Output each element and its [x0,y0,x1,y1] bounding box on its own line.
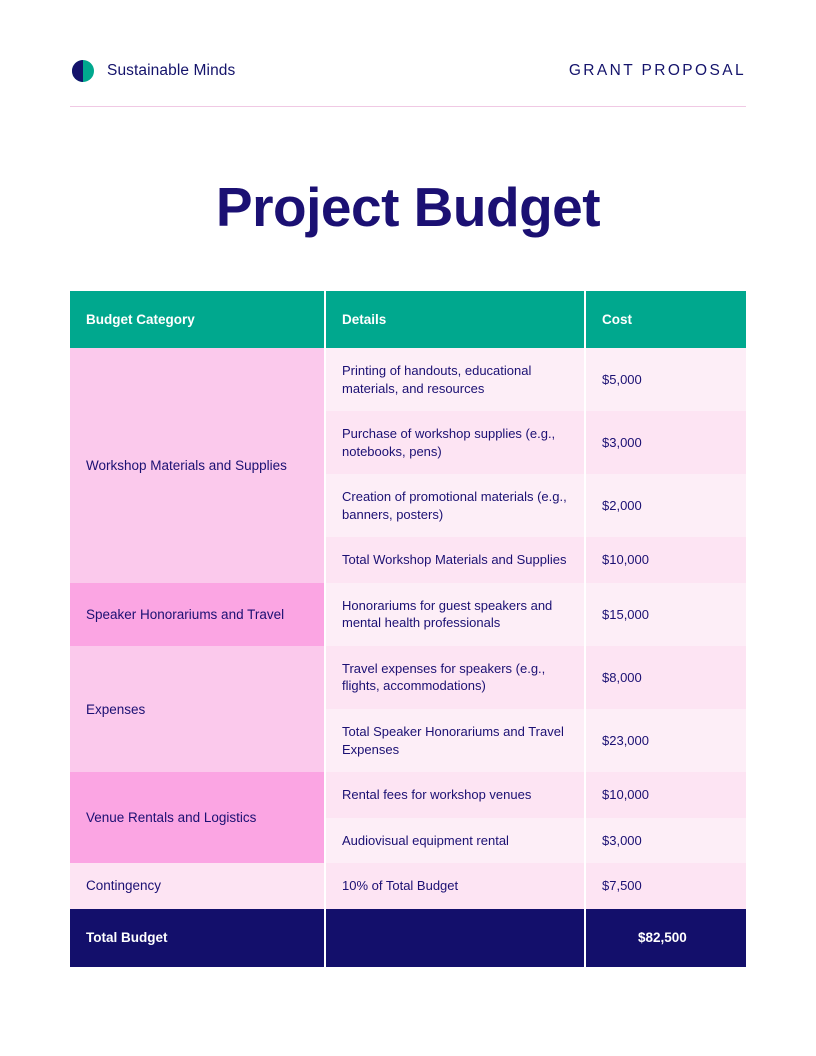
table-row [70,863,746,909]
details-cell: Honorariums for guest speakers and mental health professionals [325,583,585,646]
details-cell: Audiovisual equipment rental [325,818,585,864]
table-row [70,646,746,709]
cost-cell: $23,000 [585,709,746,772]
cost-cell: $3,000 [585,818,746,864]
category-cell: Expenses [70,646,325,772]
column-header-category: Budget Category [70,291,325,348]
details-cell: Total Workshop Materials and Supplies [325,537,585,583]
cost-cell: $10,000 [585,537,746,583]
brand-name: Sustainable Minds [107,62,236,79]
cost-cell: $10,000 [585,772,746,818]
cost-cell: $7,500 [585,863,746,909]
brand [70,58,235,84]
table-header-row [70,291,746,348]
details-cell: Printing of handouts, educational materials, and resources [325,348,585,411]
cost-cell: $5,000 [585,348,746,411]
column-header-cost: Cost [585,291,746,348]
total-label: Total Budget [70,909,325,967]
cost-cell: $2,000 [585,474,746,537]
table-row [70,772,746,818]
table-header [70,291,746,348]
details-cell: Rental fees for workshop venues [325,772,585,818]
category-cell: Workshop Materials and Supplies [70,348,325,583]
budget-table-container [70,291,746,967]
table-row [70,348,746,411]
details-cell: 10% of Total Budget [325,863,585,909]
page-title: Project Budget [215,176,601,238]
total-details [325,909,585,967]
page-header [70,0,746,107]
details-cell: Purchase of workshop supplies (e.g., notebooks, pens) [325,411,585,474]
cost-cell: $15,000 [585,583,746,646]
half-circle-logo-icon [70,58,96,84]
details-cell: Total Speaker Honorariums and Travel Expenses [325,709,585,772]
cost-cell: $8,000 [585,646,746,709]
category-cell: Contingency [70,863,325,909]
document-type-label: GRANT PROPOSAL [568,62,746,79]
details-cell: Creation of promotional materials (e.g., banners, posters) [325,474,585,537]
details-cell: Travel expenses for speakers (e.g., flights, accommodations) [325,646,585,709]
total-row [70,909,746,967]
column-header-details: Details [325,291,585,348]
total-cost: $82,500 [585,909,746,967]
category-cell: Venue Rentals and Logistics [70,772,325,863]
table-row [70,583,746,646]
cost-cell: $3,000 [585,411,746,474]
category-cell: Speaker Honorariums and Travel [70,583,325,646]
table-body [70,348,746,967]
budget-table [70,291,746,967]
